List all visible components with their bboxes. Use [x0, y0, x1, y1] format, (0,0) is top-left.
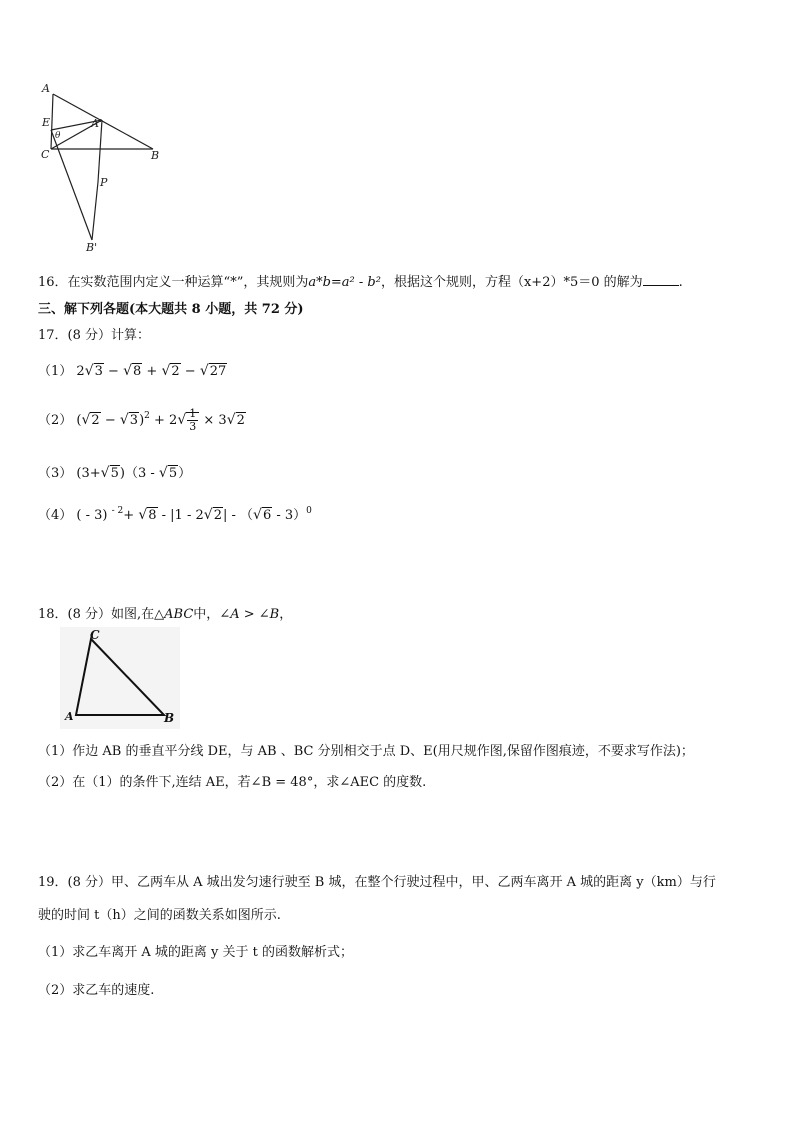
- q17-part-3-expression: (3+√5)（3 - √5）: [76, 465, 192, 481]
- label-A: A: [42, 82, 50, 95]
- label-E: E: [42, 116, 51, 129]
- label-theta: θ: [55, 131, 61, 141]
- q18-condition: ∠A > ∠B: [219, 607, 280, 622]
- q18-part-2: （2）在（1）的条件下,连结 AE，若∠B = 48°，求∠AEC 的度数.: [38, 775, 427, 790]
- q16-suffix: .: [678, 275, 683, 290]
- segment-AC: [51, 94, 53, 149]
- q17-part-3: [38, 462, 191, 481]
- question-16: [38, 271, 683, 290]
- label-C: C: [41, 148, 50, 161]
- q18-triangle: △ABC: [154, 607, 194, 622]
- q17-part-3-number: （3）: [38, 466, 73, 481]
- label-B: B: [151, 149, 160, 162]
- section-3-title: 三、解下列各题(本大题共 8 小题，共 72 分): [38, 302, 304, 317]
- label-P: P: [100, 176, 108, 189]
- q17-part-1-expression: 2√3 − √8 + √2 − √27: [76, 363, 227, 379]
- q17-part-2-number: （2）: [38, 413, 73, 428]
- segment-EB-prime: [51, 130, 92, 240]
- q18-header-mid: 中，: [193, 607, 220, 622]
- q18-triangle-figure: [60, 627, 180, 729]
- q18-label-B: B: [164, 711, 175, 725]
- question-19-line-2: 驶的时间 t（h）之间的函数关系如图所示.: [38, 908, 281, 923]
- q19-part-2: （2）求乙车的速度.: [38, 983, 155, 998]
- q17-part-4-number: （4）: [38, 508, 73, 523]
- q16-middle: ，根据这个规则，方程（x+2）*5＝0 的解为: [380, 275, 643, 290]
- question-18-header: [38, 603, 292, 622]
- q17-part-1: [38, 360, 227, 379]
- q17-part-1-number: （1）: [38, 364, 73, 379]
- q18-part-1: （1）作边 AB 的垂直平分线 DE，与 AB 、BC 分别相交于点 D、E(用尺规作图,保留作图痕迹，不要求写作法)；: [38, 744, 694, 759]
- segment-AB: [53, 94, 153, 149]
- segment-PB-prime: [92, 182, 98, 240]
- q18-header-end: ，: [279, 607, 293, 622]
- question-17-header: 17．(8 分）计算：: [38, 328, 151, 343]
- q16-rule: a*b=a² - b²: [308, 275, 381, 290]
- label-B-prime: B': [86, 241, 98, 254]
- q18-label-C: C: [90, 628, 100, 642]
- geometry-figure-top: [30, 80, 180, 255]
- label-A-prime: A': [91, 117, 102, 130]
- q16-answer-blank: [643, 274, 679, 286]
- q17-part-4-expression: ( - 3) $^{- 2}$+ √8 - |1 - 2√2| - （√6 - 3）$^0$: [76, 506, 312, 523]
- q18-label-A: A: [65, 710, 74, 723]
- q18-header-prefix: 18．(8 分）如图,在: [38, 607, 155, 622]
- question-19-line-1: 19．(8 分）甲、乙两车从 A 城出发匀速行驶至 B 城，在整个行驶过程中，甲、乙两车离开 A 城的距离 y（km）与行: [38, 875, 716, 890]
- q17-part-2-expression: $(√2 - √3)^2 + 2√$ $\frac{1}{3}$ × 3√2: [76, 407, 245, 433]
- q17-part-4: [38, 504, 312, 523]
- q19-part-1: （1）求乙车离开 A 城的距离 y 关于 t 的函数解析式；: [38, 945, 354, 960]
- q17-part-2: [38, 408, 246, 433]
- q16-prefix: 16．在实数范围内定义一种运算“*”，其规则为: [38, 275, 309, 290]
